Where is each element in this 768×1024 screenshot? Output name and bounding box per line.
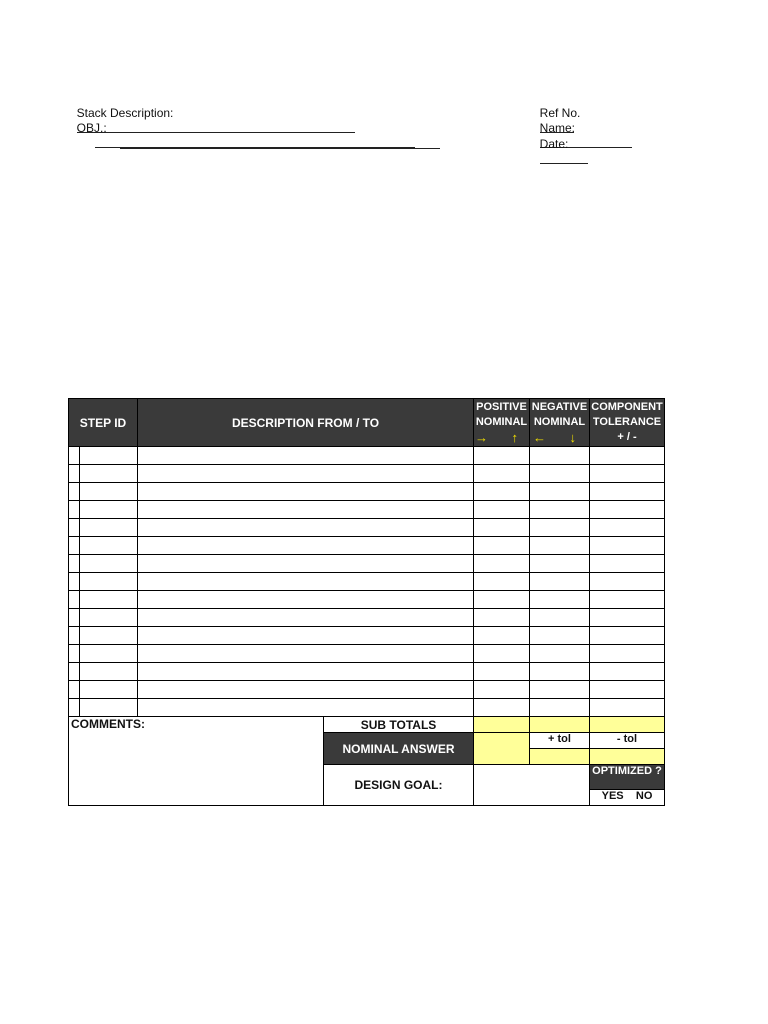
step-id-cell[interactable] [80, 555, 138, 573]
positive-nominal-cell[interactable] [474, 627, 530, 645]
tolerance-cell[interactable] [590, 627, 665, 645]
positive-nominal-cell[interactable] [474, 465, 530, 483]
obj-label: OBJ.: [76, 121, 107, 135]
row-marker-cell [69, 645, 80, 663]
no-option[interactable]: NO [635, 790, 653, 802]
row-marker-cell [69, 519, 80, 537]
row-marker-cell [69, 537, 80, 555]
description-cell[interactable] [138, 537, 474, 555]
description-cell[interactable] [138, 681, 474, 699]
tolerance-cell[interactable] [590, 537, 665, 555]
row-marker-cell [69, 483, 80, 501]
row-marker-cell [69, 591, 80, 609]
tolerance-cell[interactable] [590, 591, 665, 609]
tolerance-cell[interactable] [590, 573, 665, 591]
step-id-cell[interactable] [80, 519, 138, 537]
minus-tol-label: - tol [590, 733, 664, 749]
positive-header-line2: NOMINAL [475, 416, 528, 428]
table-header-row [69, 399, 665, 447]
description-cell[interactable] [138, 465, 474, 483]
obj-line-2 [113, 122, 440, 153]
table-row [69, 555, 665, 573]
negative-nominal-cell[interactable] [530, 627, 590, 645]
table-row [69, 645, 665, 663]
row-marker-cell [69, 465, 80, 483]
positive-nominal-cell[interactable] [474, 501, 530, 519]
tolerance-cell[interactable] [590, 501, 665, 519]
positive-nominal-cell[interactable] [474, 447, 530, 465]
description-cell[interactable] [138, 573, 474, 591]
description-cell[interactable] [138, 483, 474, 501]
negative-subtotal-cell[interactable] [530, 717, 590, 733]
negative-nominal-cell[interactable] [530, 681, 590, 699]
table-row [69, 699, 665, 717]
tolerance-subtotal-cell[interactable] [590, 717, 665, 733]
negative-arrows-icon: ← ↓ [532, 430, 587, 445]
description-cell[interactable] [138, 555, 474, 573]
date-label: Date: [539, 137, 569, 151]
negative-nominal-cell[interactable] [530, 519, 590, 537]
table-row [69, 519, 665, 537]
step-rows [69, 447, 665, 717]
description-cell[interactable] [138, 609, 474, 627]
tolerance-cell[interactable] [590, 483, 665, 501]
comments-label: COMMENTS: [71, 717, 145, 731]
step-id-cell[interactable] [80, 483, 138, 501]
negative-nominal-cell[interactable] [530, 447, 590, 465]
row-marker-cell [69, 663, 80, 681]
step-id-cell[interactable] [80, 591, 138, 609]
tolerance-cell[interactable] [590, 465, 665, 483]
row-marker-cell [69, 609, 80, 627]
positive-nominal-cell[interactable] [474, 645, 530, 663]
plus-tol-value[interactable] [530, 749, 589, 764]
negative-nominal-cell[interactable] [530, 591, 590, 609]
positive-nominal-cell[interactable] [474, 537, 530, 555]
positive-header-line1: POSITIVE [476, 401, 527, 413]
step-id-cell[interactable] [80, 573, 138, 591]
positive-nominal-cell[interactable] [474, 573, 530, 591]
step-id-header: STEP ID [69, 399, 138, 447]
nominal-answer-label: NOMINAL ANSWER [324, 733, 474, 765]
table-row [69, 663, 665, 681]
comments-cell[interactable] [69, 717, 324, 806]
positive-nominal-header [474, 399, 530, 447]
sub-totals-label: SUB TOTALS [324, 717, 474, 733]
positive-nominal-cell[interactable] [474, 663, 530, 681]
table-row [69, 627, 665, 645]
row-marker-cell [69, 681, 80, 699]
row-marker-cell [69, 501, 80, 519]
ref-no-label: Ref No. [539, 106, 581, 120]
plus-tol-cell [530, 733, 590, 765]
tolerance-cell[interactable] [590, 555, 665, 573]
step-id-cell[interactable] [80, 699, 138, 717]
negative-nominal-cell[interactable] [530, 555, 590, 573]
tolerance-cell[interactable] [590, 699, 665, 717]
table-row [69, 573, 665, 591]
table-row [69, 591, 665, 609]
positive-nominal-cell[interactable] [474, 591, 530, 609]
table-row [69, 681, 665, 699]
tolerance-stack-table [68, 398, 665, 806]
tolerance-header-line3: + / - [617, 431, 637, 443]
negative-nominal-cell[interactable] [530, 699, 590, 717]
description-cell[interactable] [138, 591, 474, 609]
yes-option[interactable]: YES [601, 790, 624, 802]
step-id-cell[interactable] [80, 645, 138, 663]
tolerance-cell[interactable] [590, 681, 665, 699]
table-row [69, 537, 665, 555]
negative-header-line1: NEGATIVE [531, 401, 588, 413]
negative-nominal-cell[interactable] [530, 609, 590, 627]
positive-nominal-cell[interactable] [474, 483, 530, 501]
negative-nominal-cell[interactable] [530, 537, 590, 555]
negative-nominal-cell[interactable] [530, 501, 590, 519]
minus-tol-value[interactable] [590, 749, 664, 764]
step-id-cell[interactable] [80, 609, 138, 627]
tolerance-cell[interactable] [590, 663, 665, 681]
step-id-cell[interactable] [80, 537, 138, 555]
negative-nominal-cell[interactable] [530, 483, 590, 501]
negative-nominal-cell[interactable] [530, 465, 590, 483]
negative-nominal-cell[interactable] [530, 573, 590, 591]
positive-nominal-cell[interactable] [474, 609, 530, 627]
step-id-cell[interactable] [80, 627, 138, 645]
tolerance-cell[interactable] [590, 519, 665, 537]
description-cell[interactable] [138, 699, 474, 717]
yes-no-options [590, 789, 664, 805]
step-id-cell[interactable] [80, 663, 138, 681]
row-marker-cell [69, 699, 80, 717]
date-field[interactable] [540, 152, 588, 164]
design-goal-value[interactable] [474, 765, 590, 806]
step-id-cell[interactable] [80, 465, 138, 483]
description-cell[interactable] [138, 645, 474, 663]
component-tolerance-header [590, 399, 665, 447]
step-id-cell[interactable] [80, 681, 138, 699]
minus-tol-cell [590, 733, 665, 765]
positive-subtotal-cell[interactable] [474, 717, 530, 733]
row-marker-cell [69, 627, 80, 645]
date-line [533, 122, 588, 168]
positive-nominal-cell[interactable] [474, 555, 530, 573]
description-cell[interactable] [138, 627, 474, 645]
optimized-cell [590, 765, 665, 806]
step-id-cell[interactable] [80, 447, 138, 465]
negative-header-line2: NOMINAL [533, 416, 586, 428]
table-row [69, 483, 665, 501]
description-cell[interactable] [138, 519, 474, 537]
nominal-answer-cell[interactable] [474, 733, 530, 765]
description-cell[interactable] [138, 663, 474, 681]
stack-description-label: Stack Description: [76, 106, 174, 120]
table-row [69, 465, 665, 483]
negative-nominal-cell[interactable] [530, 663, 590, 681]
optimized-label: OPTIMIZED ? [590, 765, 664, 789]
table-footer [69, 717, 665, 806]
sub-totals-row [69, 717, 665, 733]
table-row [69, 609, 665, 627]
tolerance-header-line1: COMPONENT [591, 401, 663, 413]
tolerance-header-line2: TOLERANCE [592, 416, 662, 428]
name-label: Name: [539, 121, 576, 135]
negative-nominal-cell[interactable] [530, 645, 590, 663]
obj-field-2[interactable] [120, 137, 440, 149]
description-cell[interactable] [138, 501, 474, 519]
description-cell[interactable] [138, 447, 474, 465]
table-row [69, 447, 665, 465]
design-goal-label: DESIGN GOAL: [324, 765, 474, 806]
step-id-cell[interactable] [80, 501, 138, 519]
row-marker-cell [69, 447, 80, 465]
table-row [69, 501, 665, 519]
negative-nominal-header [530, 399, 590, 447]
positive-nominal-cell[interactable] [474, 681, 530, 699]
positive-arrows-icon: → ↑ [474, 430, 529, 445]
tolerance-cell[interactable] [590, 645, 665, 663]
description-header: DESCRIPTION FROM / TO [138, 399, 474, 447]
tolerance-cell[interactable] [590, 447, 665, 465]
tolerance-cell[interactable] [590, 609, 665, 627]
plus-tol-label: + tol [530, 733, 589, 749]
positive-nominal-cell[interactable] [474, 699, 530, 717]
positive-nominal-cell[interactable] [474, 519, 530, 537]
row-marker-cell [69, 573, 80, 591]
row-marker-cell [69, 555, 80, 573]
